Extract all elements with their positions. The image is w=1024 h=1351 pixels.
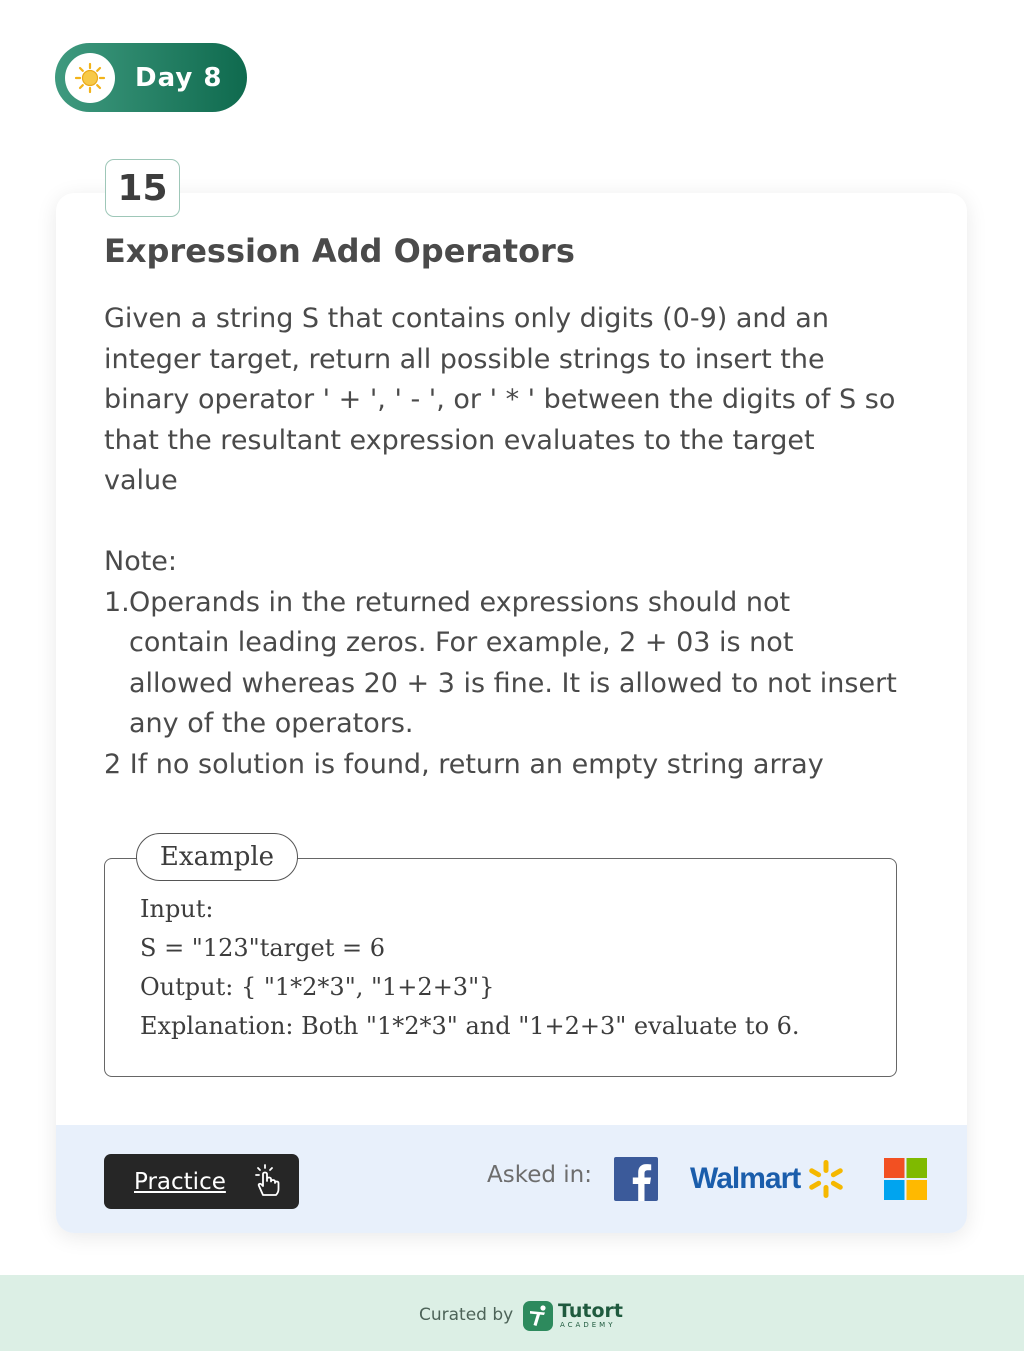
example-input-label: Input: [140,895,214,923]
paragraph-gap [104,502,934,543]
walmart-label: Walmart [690,1162,801,1195]
tutort-brand-name: Tutort [558,1300,623,1322]
note-line: any of the operators. [129,708,414,739]
microsoft-icon [884,1158,927,1200]
tutort-brand-subtitle: ACADEMY [560,1321,616,1329]
problem-title: Expression Add Operators [104,232,575,270]
practice-button[interactable] [104,1154,299,1209]
description-line: Given a string S that contains only digits (0-9) and an [104,303,829,334]
note-item-2: 2 If no solution is found, return an empty string array [104,748,824,780]
note-line: Operands in the returned expressions should not [129,586,791,618]
note-item [104,583,934,745]
example-tag: Example [136,833,298,881]
description-line: value [104,465,178,496]
description-line: integer target, return all possible strings to insert the [104,343,825,375]
sun-icon-container [65,53,115,103]
tutort-logo-icon [523,1301,553,1331]
asked-in-label: Asked in: [487,1162,592,1188]
problem-number: 15 [105,159,180,217]
curated-by-label: Curated by [419,1305,514,1325]
day-label: Day 8 [135,62,223,93]
note-line: contain leading zeros. For example, 2 + 03 is not [129,627,794,658]
note-heading: Note: [104,546,178,577]
description-line: that the resultant expression evaluates to the target [104,424,815,456]
example-content [140,890,800,1046]
pointer-click-icon [255,1164,281,1198]
walmart-logo [690,1158,848,1200]
note-marker: 1. [104,586,130,618]
walmart-spark-icon [804,1158,848,1200]
note-line: allowed whereas 20 + 3 is fine. It is allowed to not insert [129,667,897,699]
sun-icon [74,62,106,94]
practice-label: Practice [134,1168,226,1195]
description-line: binary operator ' + ', ' - ', or ' * ' between the digits of S so [104,384,896,415]
problem-description [104,299,934,785]
example-output: Output: { "1*2*3", "1+2+3"} [140,973,495,1001]
notes-list [104,583,934,745]
facebook-icon [614,1157,658,1201]
example-explanation: Explanation: Both "1*2*3" and "1+2+3" evaluate to 6. [140,1012,800,1040]
example-input-value: S = "123"target = 6 [140,934,385,962]
day-badge [55,43,247,112]
